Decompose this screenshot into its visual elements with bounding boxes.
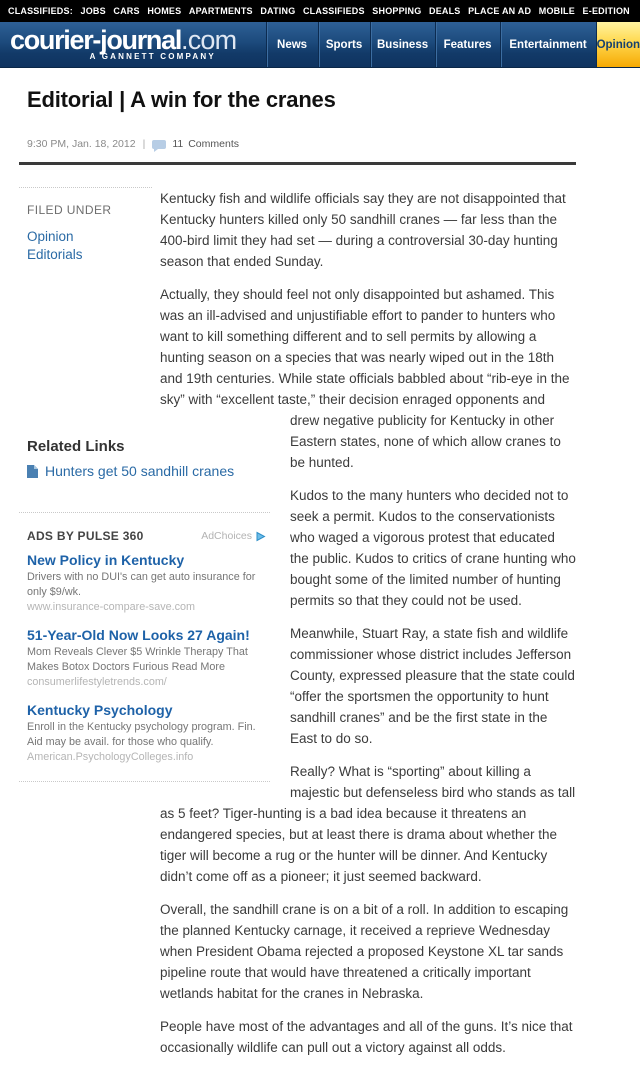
related-links-title: Related Links	[27, 438, 125, 455]
related-link-item	[27, 463, 266, 483]
comments-count: 11	[172, 138, 184, 150]
ad-title-link[interactable]: Kentucky Psychology	[27, 702, 173, 718]
article-paragraph: Overall, the sandhill crane is on a bit of a roll. In addition to escaping the planned Kentucky carnage, it received a reprieve Wednesday when President Obama rejected a proposed Keystone XL tar sands pipeline route that would have threatened a critically important wetlands habitat for the cranes in Nebraska.	[160, 902, 569, 1001]
ad-url: www.insurance-compare-save.com	[27, 601, 196, 613]
article-paragraph: Actually, they should feel not only disappointed but ashamed. This was an ill-advised and unjustifiable effort to pander to hunters who want to kill something different and to sell permits by allowing a hunting season on a species that was nearly wiped out in the 18th and 19th centuries. While state officials babbled about “rib-eye in the sky” with “excellent taste,” their decision enraged opponents and	[160, 287, 570, 407]
nav-tab-features[interactable]: Features	[435, 22, 500, 67]
ad-url: consumerlifestyletrends.com/	[27, 676, 167, 688]
topbar-link-deals[interactable]: DEALS	[429, 6, 461, 16]
ad-url: American.PsychologyColleges.info	[27, 751, 194, 763]
filed-under-label: FILED UNDER	[27, 203, 112, 217]
topbar-link-cars[interactable]: CARS	[113, 6, 140, 16]
filed-under-link-editorials[interactable]: Editorials	[27, 247, 83, 262]
left-rail	[19, 410, 270, 798]
topbar-link-homes[interactable]: HOMES	[147, 6, 182, 16]
nav-tab-business[interactable]: Business	[370, 22, 435, 67]
topbar-link-shopping[interactable]: SHOPPING	[372, 6, 422, 16]
article-paragraph: Meanwhile, Stuart Ray, a state fish and wildlife commissioner whose district includes Jefferson County, expressed pleasure that the state could “offer the sportsmen the opportunity to hunt sandhill cranes” and be the first state in the East to do so.	[290, 626, 575, 746]
top-utility-bar	[0, 0, 640, 22]
topbar-link-dating[interactable]: DATING	[260, 6, 296, 16]
classifieds-label: CLASSIFIEDS:	[8, 6, 73, 16]
ads-header-label: ADS BY PULSE 360	[27, 529, 144, 543]
related-links-box	[19, 410, 270, 512]
page-title: Editorial | A win for the cranes	[27, 87, 336, 112]
topbar-link-place-an-ad[interactable]: PLACE AN AD	[468, 6, 532, 16]
nav-tab-news[interactable]: News	[266, 22, 318, 67]
ad-description: Enroll in the Kentucky psychology program. Fin. Aid may be avail. for those who qualify.	[27, 721, 256, 748]
gannett-tagline: A GANNETT COMPANY	[89, 52, 216, 61]
adchoices-label: AdChoices	[201, 530, 252, 542]
filed-under-link-opinion[interactable]: Opinion	[27, 229, 74, 244]
article-paragraph: Kentucky fish and wildlife officials say they are not disappointed that Kentucky hunters killed only 50 sandhill cranes — far less than the 400-bird limit they had set — during a controversial 30-day hunting season that ended Sunday.	[160, 191, 566, 269]
main-nav	[266, 22, 640, 67]
meta-separator: |	[142, 138, 146, 150]
ad-item	[27, 628, 266, 690]
ad-description: Mom Reveals Clever $5 Wrinkle Therapy That Makes Botox Doctors Furious Read More	[27, 646, 248, 673]
nav-tab-sports[interactable]: Sports	[318, 22, 370, 67]
article-paragraph: People have most of the advantages and all of the guns. It’s nice that occasionally wildlife can pull out a victory against all odds.	[160, 1019, 573, 1055]
ad-item	[27, 703, 266, 765]
article-page	[0, 86, 640, 1058]
document-icon	[27, 465, 38, 483]
comment-bubble-icon[interactable]	[152, 140, 166, 149]
masthead	[0, 22, 640, 68]
title-divider	[19, 162, 576, 165]
filed-under-box	[19, 187, 152, 264]
topbar-link-classifieds[interactable]: CLASSIFIEDS	[302, 6, 365, 16]
article-body	[19, 188, 576, 1058]
site-logo[interactable]	[10, 25, 266, 55]
logo-main-text: courier-journal	[10, 25, 182, 55]
article-meta	[27, 138, 576, 150]
article-paragraph: Really? What is “sporting” about killing a majestic but defenseless bird who stands as tall as 5 feet? Tiger-hunting is a bad idea because it threatens an endangered species, but at least there is drama about whether the tiger will become a rug or the hunter will be dinner. And Kentucky didn’t come off as a pioneer; it just seemed backward.	[160, 764, 576, 884]
adchoices-icon	[255, 531, 266, 542]
nav-tab-opinion[interactable]: Opinion	[596, 22, 640, 67]
topbar-link-mobile[interactable]: MOBILE	[538, 6, 575, 16]
timestamp: 9:30 PM, Jan. 18, 2012	[27, 138, 136, 150]
topbar-link-apartments[interactable]: APARTMENTS	[188, 6, 253, 16]
ads-box	[19, 512, 270, 782]
topbar-link-jobs[interactable]: JOBS	[80, 6, 106, 16]
ad-description: Drivers with no DUI's can get auto insurance for only $9/wk.	[27, 571, 256, 598]
ad-title-link[interactable]: New Policy in Kentucky	[27, 552, 185, 568]
topbar-link-e-edition[interactable]: E-EDITION	[582, 6, 630, 16]
related-link[interactable]: Hunters get 50 sandhill cranes	[45, 463, 235, 479]
comments-link[interactable]	[152, 138, 239, 150]
ad-title-link[interactable]: 51-Year-Old Now Looks 27 Again!	[27, 627, 250, 643]
ad-item	[27, 553, 266, 615]
article-paragraph: drew negative publicity for Kentucky in other Eastern states, none of which allow cranes to be hunted.	[290, 413, 561, 470]
logo-block	[0, 22, 266, 67]
article-paragraph: Kudos to the many hunters who decided not to seek a permit. Kudos to the conservationists who waged a vigorous protest that educated the public. Kudos to critics of crane hunting who bought some of the limited number of hunting permits so that they could not be used.	[290, 488, 576, 608]
adchoices-link[interactable]	[201, 530, 266, 542]
logo-suffix-text: .com	[181, 25, 237, 55]
nav-tab-entertainment[interactable]: Entertainment	[500, 22, 596, 67]
comments-label: Comments	[188, 138, 239, 150]
